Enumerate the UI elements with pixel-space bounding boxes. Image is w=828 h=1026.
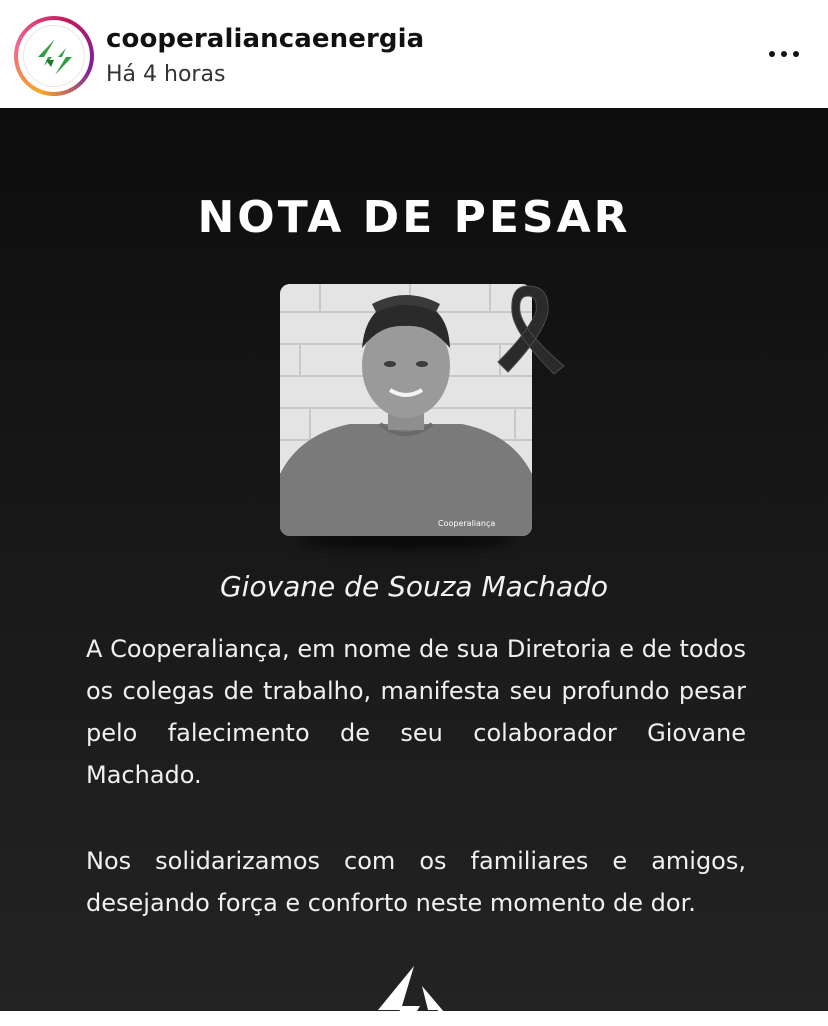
shirt-logo-text: Cooperaliança — [438, 519, 496, 528]
cooperalianca-logo-icon — [374, 966, 458, 1026]
avatar-story-ring[interactable] — [14, 16, 94, 96]
post-title: NOTA DE PESAR — [197, 192, 631, 243]
cooperalianca-logo-icon — [34, 36, 76, 78]
more-options-icon[interactable] — [766, 36, 802, 72]
solidarity-paragraph: Nos solidarizamos com os familiares e amigos, desejando força e conforto neste momento de dor. — [86, 847, 746, 917]
deceased-name: Giovane de Souza Machado — [219, 570, 609, 603]
avatar[interactable] — [23, 25, 85, 87]
post-timestamp: Há 4 horas — [106, 62, 226, 87]
username[interactable]: cooperaliancaenergia — [106, 24, 425, 54]
condolence-paragraph: A Cooperaliança, em nome de sua Diretoria e de todos os colegas de trabalho, manifesta seu profundo pesar pelo falecimento de seu colaborador Giovane Machado. — [86, 635, 746, 789]
post-image[interactable] — [0, 108, 828, 1011]
post-header — [0, 0, 828, 108]
mourning-ribbon-icon — [494, 282, 568, 376]
